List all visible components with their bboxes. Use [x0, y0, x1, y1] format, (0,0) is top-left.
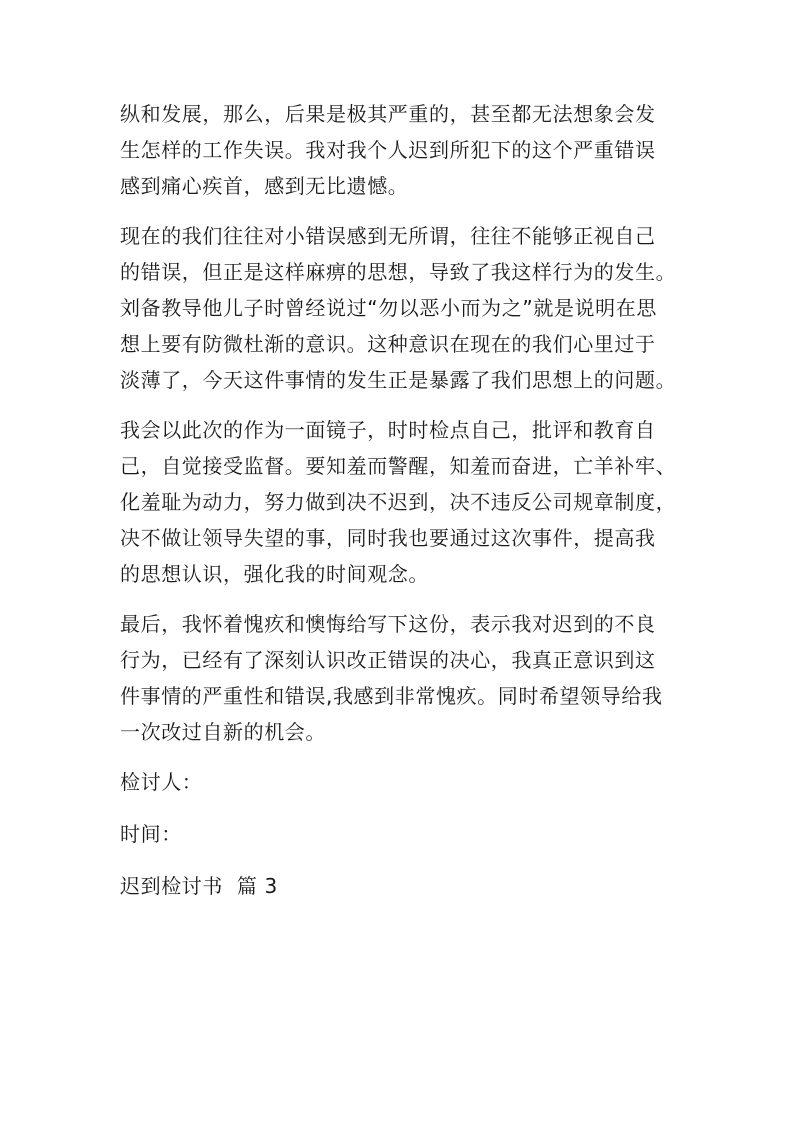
text-line: 件事情的严重性和错误,我感到非常愧疚。同时希望领导给我 — [120, 684, 663, 708]
text-line: 化羞耻为动力，努力做到决不迟到，决不违反公司规章制度， — [120, 490, 677, 514]
text-line: 我会以此次的作为一面镜子，时时检点自己，批评和教育自 — [120, 418, 656, 442]
text-line: 一次改过自新的机会。 — [120, 720, 326, 744]
text-line: 的错误，但正是这样麻痹的思想，导致了我这样行为的发生。 — [120, 260, 677, 284]
text-line: 纵和发展，那么，后果是极其严重的，甚至都无法想象会发 — [120, 102, 656, 126]
text-line: 刘备教导他儿子时曾经说过“勿以恶小而为之”就是说明在思 — [120, 296, 657, 320]
text-line: 现在的我们往往对小错误感到无所谓，往往不能够正视自己 — [120, 224, 656, 248]
text-line: 行为，已经有了深刻认识改正错误的决心，我真正意识到这 — [120, 648, 656, 672]
text-line: 己，自觉接受监督。要知羞而警醒，知羞而奋进，亡羊补牢、 — [120, 454, 677, 478]
text-line: 想上要有防微杜渐的意识。这种意识在现在的我们心里过于 — [120, 332, 656, 356]
text-line: 决不做让领导失望的事，同时我也要通过这次事件，提高我 — [120, 526, 656, 550]
text-line: 感到痛心疾首，感到无比遗憾。 — [120, 174, 409, 198]
text-line: 最后，我怀着愧疚和懊悔给写下这份，表示我对迟到的不良 — [120, 612, 656, 636]
paragraph-3 — [120, 412, 680, 592]
paragraph-4 — [120, 606, 680, 750]
time-label: 时间： — [120, 822, 182, 846]
document-body — [120, 96, 680, 920]
paragraph-2 — [120, 218, 680, 398]
signer-label: 检讨人： — [120, 770, 203, 794]
paragraph-1 — [120, 96, 680, 204]
text-line: 淡薄了，今天这件事情的发生正是暴露了我们思想上的问题。 — [120, 368, 677, 392]
text-line: 的思想认识，强化我的时间观念。 — [120, 562, 429, 586]
section-heading: 迟到检讨书 篇 3 — [120, 874, 278, 898]
text-line: 生怎样的工作失误。我对我个人迟到所犯下的这个严重错误 — [120, 138, 656, 162]
